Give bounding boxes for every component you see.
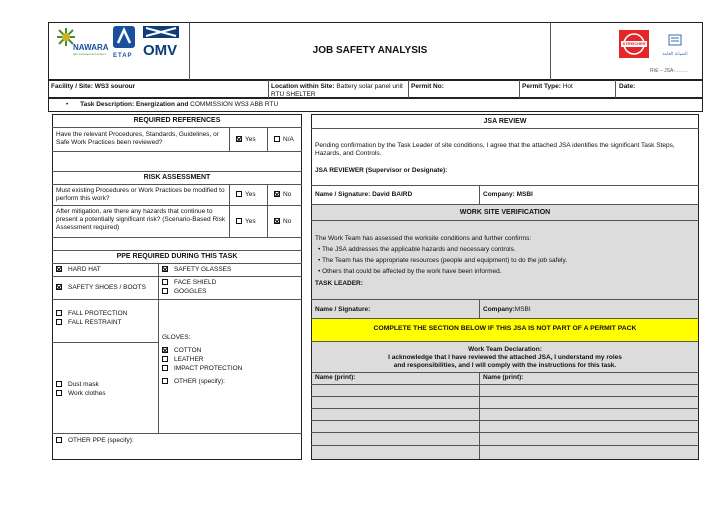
risk1-yes-option[interactable]: [236, 191, 256, 199]
face-shield-label: FACE SHIELD: [174, 279, 217, 286]
risk-title: RISK ASSESSMENT: [143, 174, 211, 181]
checkbox-empty[interactable]: [162, 365, 168, 371]
gloves-label: GLOVES:: [162, 334, 191, 341]
risk1-no-option[interactable]: [274, 191, 291, 199]
checkbox-empty[interactable]: [56, 381, 62, 387]
team-decl-title: Work Team Declaration:: [468, 346, 542, 353]
risk-question-2: After mitigation, are there any hazards that continue to present a potentially significant risk? (Scenario-Based Risk Assessment required): [56, 208, 226, 231]
omv-logo: [143, 25, 183, 57]
ppe-safety-glasses[interactable]: [162, 266, 231, 274]
leader-name-label: Name / Signature:: [315, 306, 371, 313]
page-title: JOB SAFETY ANALYSIS: [312, 45, 428, 56]
name-print-label-left: Name (print):: [315, 374, 356, 381]
permit-type-value[interactable]: Hot: [562, 83, 573, 90]
reviewer-company-label: Company:: [483, 191, 515, 198]
ppe-safety-shoes[interactable]: [56, 284, 146, 292]
location-value[interactable]: Battery solar panel unit RTU SHELTER: [271, 83, 403, 98]
task-leader-label: TASK LEADER:: [315, 280, 363, 287]
ppe-work-clothes[interactable]: [56, 390, 105, 398]
checkbox-checked[interactable]: [162, 266, 168, 272]
leader-company-value[interactable]: MSBI: [514, 306, 531, 313]
required-refs-title: REQUIRED REFERENCES: [133, 117, 221, 124]
etap-logo-text: ETAP: [113, 53, 133, 59]
risk-question-1: Must existing Procedures or Work Practices be modified to perform this work?: [56, 187, 225, 202]
arabic-logo-text: الصيانة العامة: [662, 51, 688, 56]
dust-mask-label: Dust mask: [68, 381, 99, 388]
checkbox-empty[interactable]: [162, 378, 168, 384]
impact-label: IMPACT PROTECTION: [174, 365, 243, 372]
ppe-gloves-other[interactable]: [162, 378, 225, 386]
checkbox-empty[interactable]: [56, 390, 62, 396]
reviewer-name-label: Name / Signature:: [315, 191, 371, 198]
refs-na-option[interactable]: [274, 136, 294, 144]
nawara-logo-sub: gas development project: [73, 52, 106, 56]
checkbox-empty[interactable]: [56, 310, 62, 316]
checkbox-empty[interactable]: [236, 218, 242, 224]
cotton-label: COTTON: [174, 347, 202, 354]
na-label: N/A: [283, 136, 294, 143]
checkbox-checked[interactable]: [236, 136, 242, 142]
checkbox-checked[interactable]: [162, 347, 168, 353]
team-decl-text-2: and responsibilities, and I will comply with the instructions for this task.: [393, 362, 617, 369]
checkbox-empty[interactable]: [274, 136, 280, 142]
ppe-dust-mask[interactable]: [56, 381, 99, 389]
checkbox-empty[interactable]: [56, 319, 62, 325]
leader-company-label: Company:: [483, 306, 515, 313]
team-decl-text-1: I acknowledge that I have reviewed the attached JSA, I understand my roles: [388, 354, 622, 361]
checkbox-empty[interactable]: [56, 437, 62, 443]
checkbox-checked[interactable]: [56, 266, 62, 272]
checkbox-checked[interactable]: [56, 284, 62, 290]
fall-protection-label: FALL PROTECTION: [68, 310, 128, 317]
task-label: Task Description:: [80, 101, 135, 108]
permit-no-label: Permit No:: [411, 83, 444, 90]
etap-logo: [113, 26, 137, 59]
risk2-yes-option[interactable]: [236, 218, 256, 226]
goggles-label: GOGGLES: [174, 288, 207, 295]
ppe-goggles[interactable]: [162, 288, 207, 296]
facility-value[interactable]: WS3 sourour: [94, 83, 136, 90]
yes-label: Yes: [245, 136, 256, 143]
fall-restraint-label: FALL RESTRAINT: [68, 319, 122, 326]
other-ppe-label: OTHER PPE (specify):: [68, 437, 134, 444]
jsa-review-text: Pending confirmation by the Task Leader of site conditions, I agree that the attached JSA identifies the significant Task Steps, Hazards, and Controls.: [315, 142, 675, 157]
checkbox-empty[interactable]: [236, 191, 242, 197]
refs-yes-option[interactable]: [236, 136, 256, 144]
safety-glasses-label: SAFETY GLASSES: [174, 266, 232, 273]
location-label: Location within Site:: [271, 83, 335, 90]
yes-label: Yes: [245, 218, 256, 225]
yes-label: Yes: [245, 191, 256, 198]
ppe-other[interactable]: [56, 437, 134, 445]
ppe-hard-hat[interactable]: [56, 266, 101, 274]
verification-bullet: • The Team has the appropriate resources (people and equipment) to do the job safely.: [318, 257, 568, 264]
arabic-logo: [655, 32, 695, 56]
task-description: • Task Description: Energization and COMMISSION WS3 ABB RTU: [66, 101, 279, 108]
ppe-impact[interactable]: [162, 365, 242, 373]
task-value[interactable]: COMMISSION WS3 ABB RTU: [190, 101, 279, 108]
checkbox-checked[interactable]: [274, 191, 280, 197]
no-label: No: [283, 218, 292, 225]
verification-title: WORK SITE VERIFICATION: [459, 209, 551, 216]
ppe-fall-restraint[interactable]: [56, 319, 122, 327]
checkbox-empty[interactable]: [162, 356, 168, 362]
safety-shoes-label: SAFETY SHOES / BOOTS: [68, 284, 146, 291]
verification-intro: The Work Team has assessed the worksite conditions and further confirms:: [315, 235, 532, 242]
ppe-fall-protection[interactable]: [56, 310, 127, 318]
verification-bullet: • Others that could be affected by the work have been informed.: [318, 268, 502, 275]
leather-label: LEATHER: [174, 356, 204, 363]
hard-hat-label: HARD HAT: [68, 266, 101, 273]
refs-question: Have the relevant Procedures, Standards, Guidelines, or Safe Work Practices been reviewed?: [56, 131, 219, 146]
ppe-leather[interactable]: [162, 356, 204, 364]
permit-type-label: Permit Type:: [522, 83, 561, 90]
verification-bullet: • The JSA addresses the applicable hazards and necessary controls.: [318, 246, 516, 253]
date-label: Date:: [619, 83, 636, 90]
streicher-logo-text: STREICHER: [622, 41, 646, 46]
ppe-cotton[interactable]: [162, 347, 201, 355]
no-label: No: [283, 191, 292, 198]
ppe-title: PPE REQUIRED DURING THIS TASK: [116, 253, 238, 260]
risk2-no-option[interactable]: [274, 218, 291, 226]
bullet-text: The Team has the appropriate resources (people and equipment) to do the job safely.: [321, 257, 568, 264]
task-value-bold: Energization and: [135, 101, 189, 108]
permit-pack-banner-text: COMPLETE THE SECTION BELOW IF THIS JSA IS NOT PART OF A PERMIT PACK: [373, 325, 637, 332]
jsa-reviewer-label: JSA REVIEWER (Supervisor or Designate):: [315, 167, 448, 174]
bullet-text: The JSA addresses the applicable hazards and necessary controls.: [321, 246, 516, 253]
reviewer-name-value[interactable]: David BAIRD: [372, 191, 413, 198]
streicher-logo: [619, 30, 649, 58]
checkbox-checked[interactable]: [274, 218, 280, 224]
nawara-logo: [55, 26, 110, 56]
ppe-face-shield[interactable]: [162, 279, 216, 287]
checkbox-empty[interactable]: [162, 288, 168, 294]
bullet-text: Others that could be affected by the work have been informed.: [322, 268, 502, 275]
facility-label: Facility / Site:: [51, 83, 93, 90]
work-clothes-label: Work clothes: [68, 390, 106, 397]
reviewer-company-value[interactable]: MSBI: [516, 191, 533, 198]
omv-logo-text: OMV: [143, 42, 178, 59]
jsa-review-title: JSA REVIEW: [483, 118, 527, 125]
checkbox-empty[interactable]: [162, 279, 168, 285]
nawara-logo-text: NAWARA: [73, 43, 109, 52]
other-specify-label: OTHER (specify):: [174, 378, 225, 385]
name-print-label-right: Name (print):: [483, 374, 524, 381]
jsa-ref: RrE – JSA-……..: [650, 68, 688, 74]
